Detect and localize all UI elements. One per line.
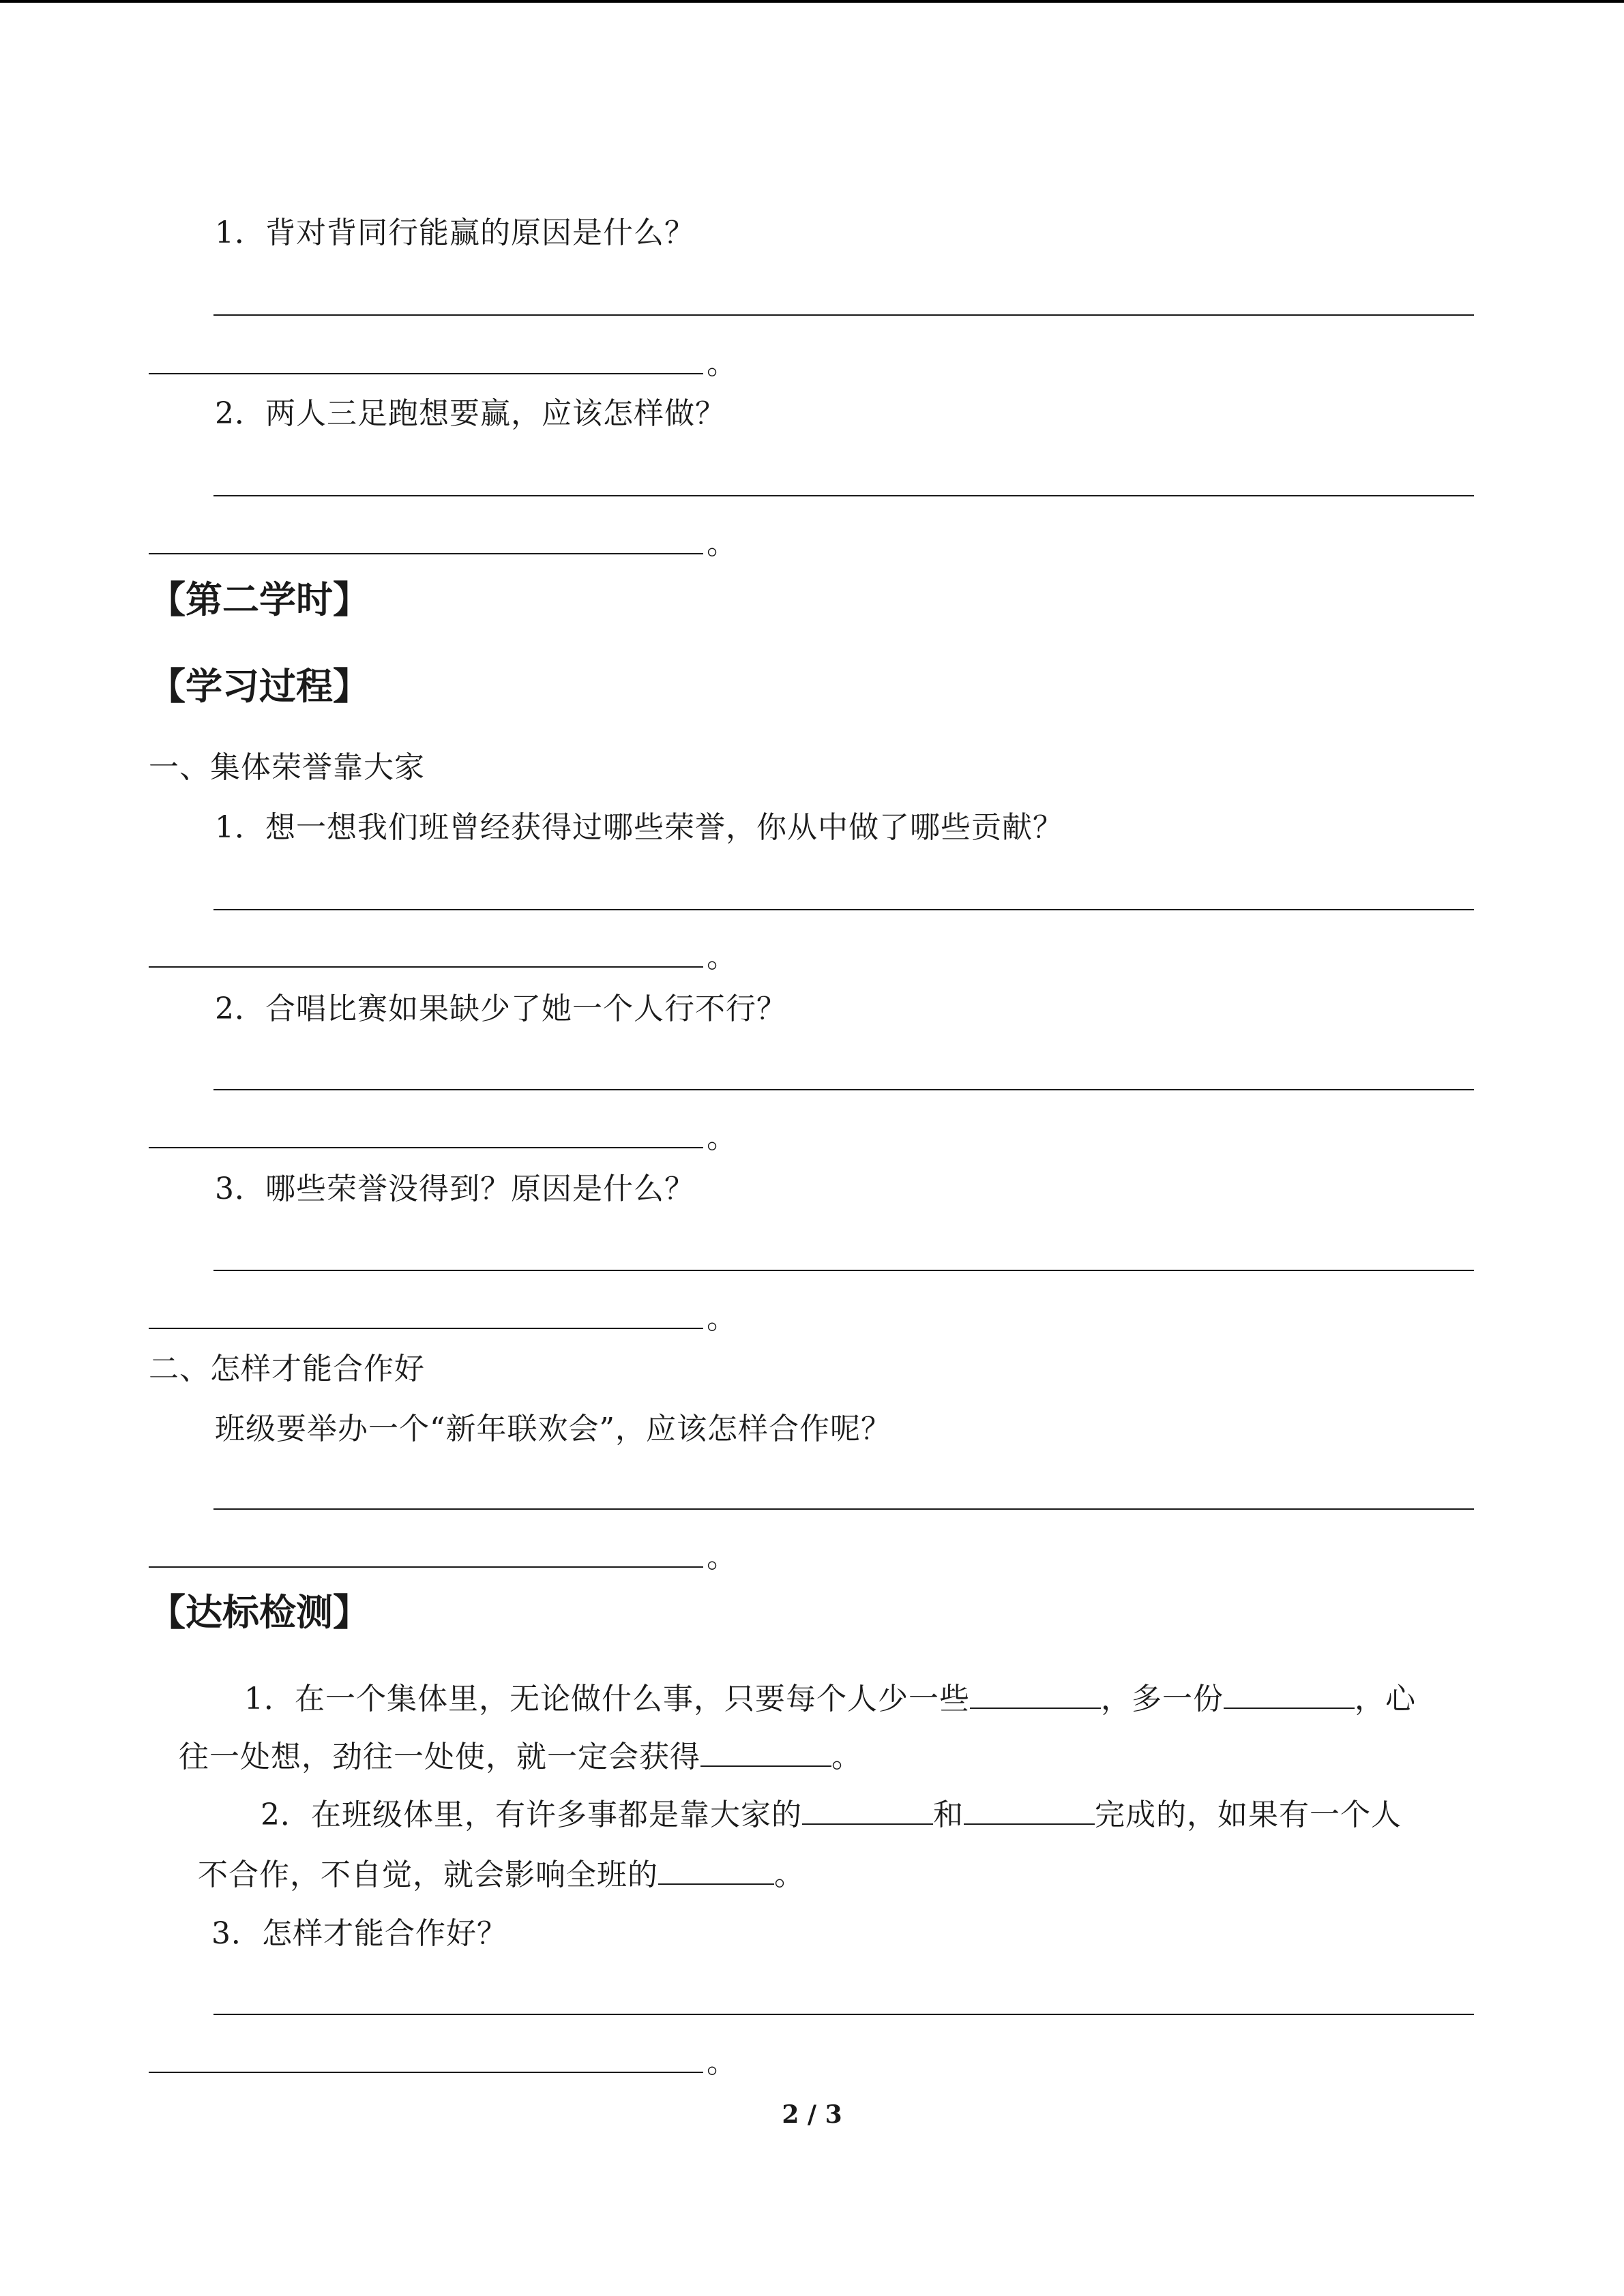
answer-line[interactable] [149,1147,703,1148]
page-top-border [0,0,1624,3]
question-2: 2．两人三足跑想要赢，应该怎样做？ [215,396,726,431]
period-mark: 。 [707,2045,737,2080]
page-number: 2 / 3 [782,2100,842,2129]
assessment-item-2-line-2: 不合作，不自觉，就会影响全班的 。 [198,1853,805,1896]
fill-blank[interactable] [658,1853,774,1885]
answer-line[interactable] [149,1566,703,1568]
fill-blank[interactable] [1224,1678,1355,1709]
question-1: 1．想一想我们班曾经获得过哪些荣誉，你从中做了哪些贡献？ [215,810,1063,845]
period-mark: 。 [707,1540,737,1575]
section-two-prompt: 班级要举办一个“新年联欢会”，应该怎样合作呢？ [215,1412,891,1446]
period-mark: 。 [707,940,737,974]
assessment-item-2-line-1: 2．在班级体里，有许多事都是靠大家的 和 完成的，如果有一个人 [261,1793,1402,1836]
answer-line[interactable] [149,966,703,968]
answer-line[interactable] [213,909,1474,910]
section-two-title: 二、怎样才能合作好 [149,1352,425,1386]
fill-blank[interactable] [700,1735,831,1767]
period-mark: 。 [707,1120,737,1155]
assessment-item-1-line-2: 往一处想，劲往一处使，就一定会获得 。 [179,1735,862,1778]
fill-blank[interactable] [970,1678,1101,1709]
answer-line[interactable] [213,495,1474,496]
question-2: 2．合唱比赛如果缺少了她一个人行不行？ [215,992,787,1026]
question-1: 1．背对背同行能赢的原因是什么？ [215,215,695,250]
learning-process-heading: 【学习过程】 [149,665,370,708]
answer-line[interactable] [149,373,703,374]
answer-line[interactable] [149,2072,703,2073]
question-3: 3．哪些荣誉没得到？原因是什么？ [215,1172,695,1206]
answer-line[interactable] [213,314,1474,316]
period-mark: 。 [707,526,737,561]
assessment-heading: 【达标检测】 [149,1591,370,1634]
assessment-item-3: 3．怎样才能合作好？ [211,1916,507,1951]
section-one-title: 一、集体荣誉靠大家 [149,750,425,785]
period-two-heading: 【第二学时】 [149,578,370,621]
answer-line[interactable] [213,1270,1474,1271]
fill-blank[interactable] [802,1793,933,1825]
fill-blank[interactable] [964,1793,1095,1825]
period-mark: 。 [707,346,737,381]
assessment-item-1-line-1: 1．在一个集体里，无论做什么事，只要每个人少一些 ，多一份 ，心 [244,1678,1416,1720]
period-mark: 。 [707,1301,737,1336]
answer-line[interactable] [149,1328,703,1329]
answer-line[interactable] [149,553,703,554]
answer-line[interactable] [213,1508,1474,1510]
answer-line[interactable] [213,1089,1474,1090]
answer-line[interactable] [213,2014,1474,2015]
